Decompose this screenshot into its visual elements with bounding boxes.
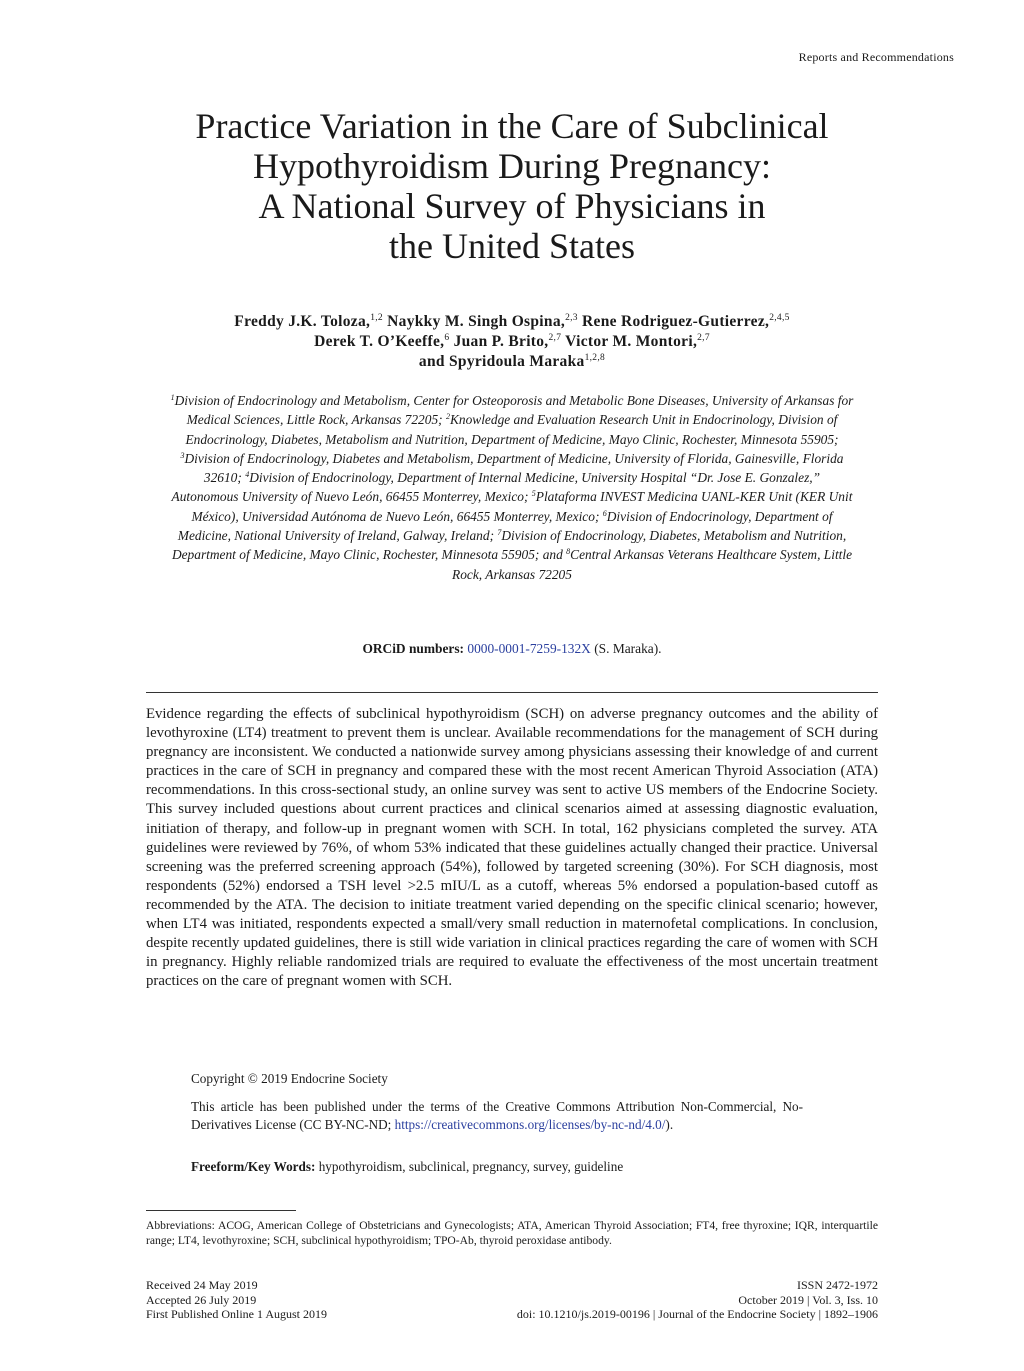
doi-citation: doi: 10.1210/js.2019-00196 | Journal of the Endocrine Society | 1892–1906 bbox=[516, 1307, 878, 1321]
received-date: Received 24 May 2019 bbox=[146, 1278, 258, 1292]
orcid-link[interactable]: 0000-0001-7259-132X bbox=[467, 641, 591, 656]
affiliation-text: Division of Endocrinology, Department of Internal Medicine, University Hospital “Dr. Jose E. Gonzalez,” Autonomous University of Nuevo León, 66455 Monterrey, Mexico; bbox=[171, 470, 821, 505]
affiliation-sup: 4 bbox=[245, 470, 250, 480]
title-line: Hypothyroidism During Pregnancy: bbox=[253, 146, 771, 186]
affiliation-sup: 7 bbox=[497, 528, 502, 538]
orcid-line bbox=[170, 641, 854, 657]
orcid-person: (S. Maraka). bbox=[594, 641, 662, 656]
author-name: Naykky M. Singh Ospina, bbox=[387, 313, 566, 330]
abbreviations-footnote: Abbreviations: ACOG, American College of Obstetricians and Gynecologists; ATA, American Thyroid Association; FT4, free thyroxine; IQR, interquartile range; LT4, levothyroxine; SCH, subclinical hypothyroidism; TPO-Ab, thyroid peroxidase antibody. bbox=[146, 1219, 878, 1248]
footnote-divider bbox=[146, 1210, 296, 1211]
title-line: the United States bbox=[389, 226, 635, 266]
title-line: Practice Variation in the Care of Subclinical bbox=[195, 106, 829, 146]
keywords-text: hypothyroidism, subclinical, pregnancy, survey, guideline bbox=[318, 1159, 624, 1174]
author-name: Victor M. Montori, bbox=[565, 333, 698, 350]
author-affiliation-sup: 6 bbox=[444, 333, 450, 343]
affiliation-text: Division of Endocrinology and Metabolism, Center for Osteoporosis and Metabolic Bone Diseases, University of Arkansas for Medical Sciences, Little Rock, Arkansas 72205; bbox=[174, 393, 854, 428]
accepted-date: Accepted 26 July 2019 bbox=[146, 1292, 257, 1307]
published-date: First Published Online 1 August 2019 bbox=[146, 1307, 328, 1321]
publication-history bbox=[146, 1278, 327, 1322]
author-affiliation-sup: 2,7 bbox=[548, 333, 562, 343]
abstract-text: Evidence regarding the effects of subclinical hypothyroidism (SCH) on adverse pregnancy outcomes and the ability of levothyroxine (LT4) treatment to prevent them is unclear. Available recommendations for the management of SCH during pregnancy are inconsistent. We conducted a nationwide survey among physicians assessing their knowledge of and current practices in the care of SCH in pregnancy and compared these with the most recent American Thyroid Association (ATA) recommendations. In this cross-sectional study, an online survey was sent to active US members of the Endocrine Society. This survey included questions about current practices and clinical scenarios aimed at assessing diagnostic evaluation, initiation of therapy, and follow-up in pregnant women with SCH. In total, 162 physicians completed the survey. ATA guidelines were reviewed by 76%, of whom 53% indicated that these guidelines actually changed their practice. Universal screening was the preferred screening approach (54%), followed by targeted screening (30%). For SCH diagnosis, most respondents (52%) endorsed a TSH level >2.5 mIU/L as a cutoff, whereas 5% endorsed a population-based cutoff as recommended by the ATA. The decision to initiate treatment varied depending on the specific clinical scenario; however, when LT4 was initiated, respondents expected a small/very small reduction in maternofetal complications. In conclusion, despite recently updated guidelines, there is still wide variation in clinical practices regarding the care of women with SCH in pregnancy. Highly reliable randomized trials are required to evaluate the effectiveness of the most uncertain treatment practices on the care of pregnant women with SCH. bbox=[146, 706, 878, 990]
author-name: and Spyridoula Maraka bbox=[418, 353, 585, 370]
author-name: Rene Rodriguez-Gutierrez, bbox=[582, 313, 770, 330]
affiliation-text: Division of Endocrinology, Department of Medicine, National University of Ireland, Galway, Ireland; bbox=[177, 508, 833, 544]
abstract-divider bbox=[146, 692, 878, 693]
orcid-label: ORCiD numbers: bbox=[362, 641, 465, 656]
issn: ISSN 2472-1972 bbox=[796, 1278, 878, 1292]
keywords-label: Freeform/Key Words: bbox=[191, 1159, 316, 1174]
affiliations bbox=[170, 391, 854, 584]
journal-info bbox=[517, 1278, 878, 1322]
affiliation-sup: 3 bbox=[180, 450, 185, 460]
author-name: Freddy J.K. Toloza, bbox=[234, 313, 371, 330]
affiliation-text: Division of Endocrinology, Diabetes, Metabolism and Nutrition, Department of Medicine, Mayo Clinic, Rochester, Minnesota 55905; and bbox=[171, 528, 847, 563]
affiliation-text: Knowledge and Evaluation Research Unit in Endocrinology, Division of Endocrinology, Diabetes, Metabolism and Nutrition, Department of Medicine, Mayo Clinic, Rochester, Minnesota 55905; bbox=[185, 412, 839, 447]
affiliation-sup: 5 bbox=[531, 489, 536, 499]
author-affiliation-sup: 2,7 bbox=[697, 333, 710, 343]
license-notice bbox=[191, 1098, 803, 1134]
author-list bbox=[140, 312, 884, 372]
license-text: This article has been published under the terms of the Creative Commons Attribution Non-Commercial, No-Derivatives License (CC BY-NC-ND; bbox=[191, 1099, 803, 1132]
issue-info: October 2019 | Vol. 3, Iss. 10 bbox=[738, 1292, 878, 1307]
affiliation-text: Plataforma INVEST Medicina UANL-KER Unit (KER Unit México), Universidad Autónoma de Nuevo León, 66455 Monterrey, Mexico; bbox=[191, 489, 853, 524]
copyright-notice: Copyright © 2019 Endocrine Society bbox=[191, 1071, 388, 1086]
author-affiliation-sup: 2,3 bbox=[565, 313, 578, 323]
license-closing: ). bbox=[665, 1117, 674, 1132]
affiliation-text: Division of Endocrinology, Diabetes and Metabolism, Department of Medicine, University of Florida, Gainesville, Florida 32610; bbox=[184, 450, 844, 486]
keywords bbox=[191, 1159, 831, 1175]
affiliation-sup: 8 bbox=[566, 547, 571, 557]
affiliation-sup: 1 bbox=[170, 393, 175, 402]
author-name: Juan P. Brito, bbox=[453, 333, 549, 350]
affiliation-text: Central Arkansas Veterans Healthcare System, Little Rock, Arkansas 72205 bbox=[452, 547, 853, 582]
author-affiliation-sup: 2,4,5 bbox=[769, 313, 790, 323]
author-affiliation-sup: 1,2,8 bbox=[584, 353, 606, 363]
running-head: Reports and Recommendations bbox=[798, 50, 954, 64]
author-name: Derek T. O’Keeffe, bbox=[314, 333, 445, 350]
article-title bbox=[100, 106, 924, 266]
title-line: A National Survey of Physicians in bbox=[258, 186, 766, 226]
affiliation-sup: 6 bbox=[602, 508, 607, 518]
affiliation-sup: 2 bbox=[445, 412, 450, 422]
author-affiliation-sup: 1,2 bbox=[370, 313, 383, 323]
license-link[interactable]: https://creativecommons.org/licenses/by-nc-nd/4.0/ bbox=[394, 1117, 666, 1132]
